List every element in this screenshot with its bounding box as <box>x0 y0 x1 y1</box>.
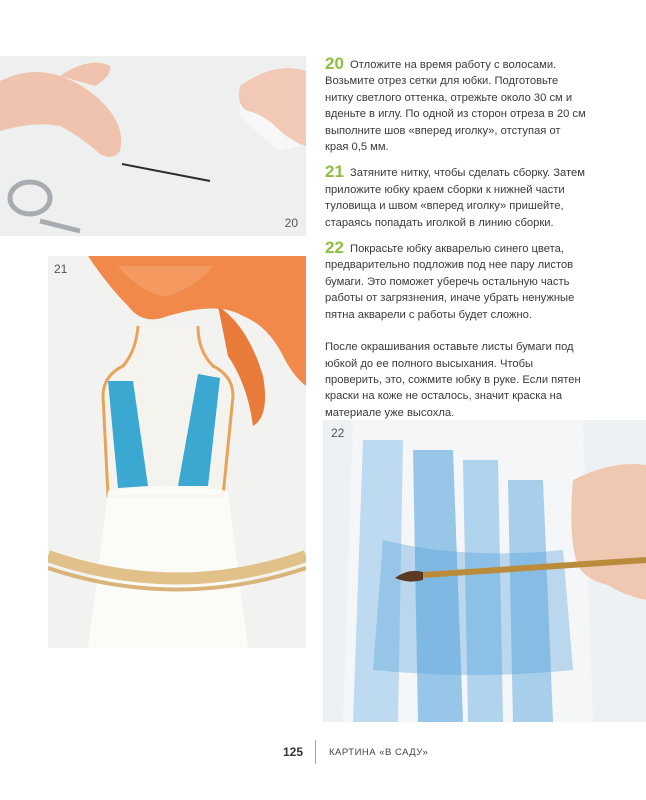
chapter-title: КАРТИНА «В САДУ» <box>329 747 429 758</box>
photo-number: 20 <box>284 216 298 230</box>
footer-divider <box>315 740 316 764</box>
page-number: 125 <box>283 745 304 759</box>
photo-number: 22 <box>331 426 345 440</box>
step-20 <box>325 56 587 155</box>
step-21 <box>325 164 587 231</box>
photo-step-20 <box>0 56 306 236</box>
photo-step-22 <box>323 420 646 722</box>
step-text: Отложите на время работу с волосами. Возьмите отрез сетки для юбки. Подготовьте нитку светлого оттенка, отрежьте около 30 см и вденьте в иглу. По одной из сторон отреза в 20 см выполните шов «вперед иголку», отступая от края 0,5 мм. <box>325 59 586 154</box>
photo-22-illustration <box>323 420 646 722</box>
photo-20-illustration <box>0 56 306 236</box>
drying-note: После окрашивания оставьте листы бумаги под юбкой до ее полного высыхания. Чтобы проверить, это, сожмите юбку в руке. Если пятен краски на коже не осталось, значит краска на материале уже высохла. <box>325 341 581 419</box>
step-text: Покрасьте юбку акварелью синего цвета, предварительно подложив под нее пару листов бумаги. Это поможет уберечь остальную часть работы от загрязнения, иначе убрать ненужные пятна акварели с работы будет сложно. <box>325 243 575 321</box>
photo-21-illustration <box>48 256 306 648</box>
step-number: 22 <box>325 238 344 258</box>
photo-number: 21 <box>54 262 68 276</box>
instructions-column <box>325 56 587 432</box>
step-22 <box>325 240 587 323</box>
step-text: Затяните нитку, чтобы сделать сборку. Затем приложите юбку краем сборки к нижней части туловища и швом «вперед иголку» пришейте, стараясь попадать иголкой в линию сборки. <box>325 167 585 229</box>
photo-step-21 <box>48 256 306 648</box>
step-number: 21 <box>325 162 344 182</box>
step-number: 20 <box>325 54 344 73</box>
